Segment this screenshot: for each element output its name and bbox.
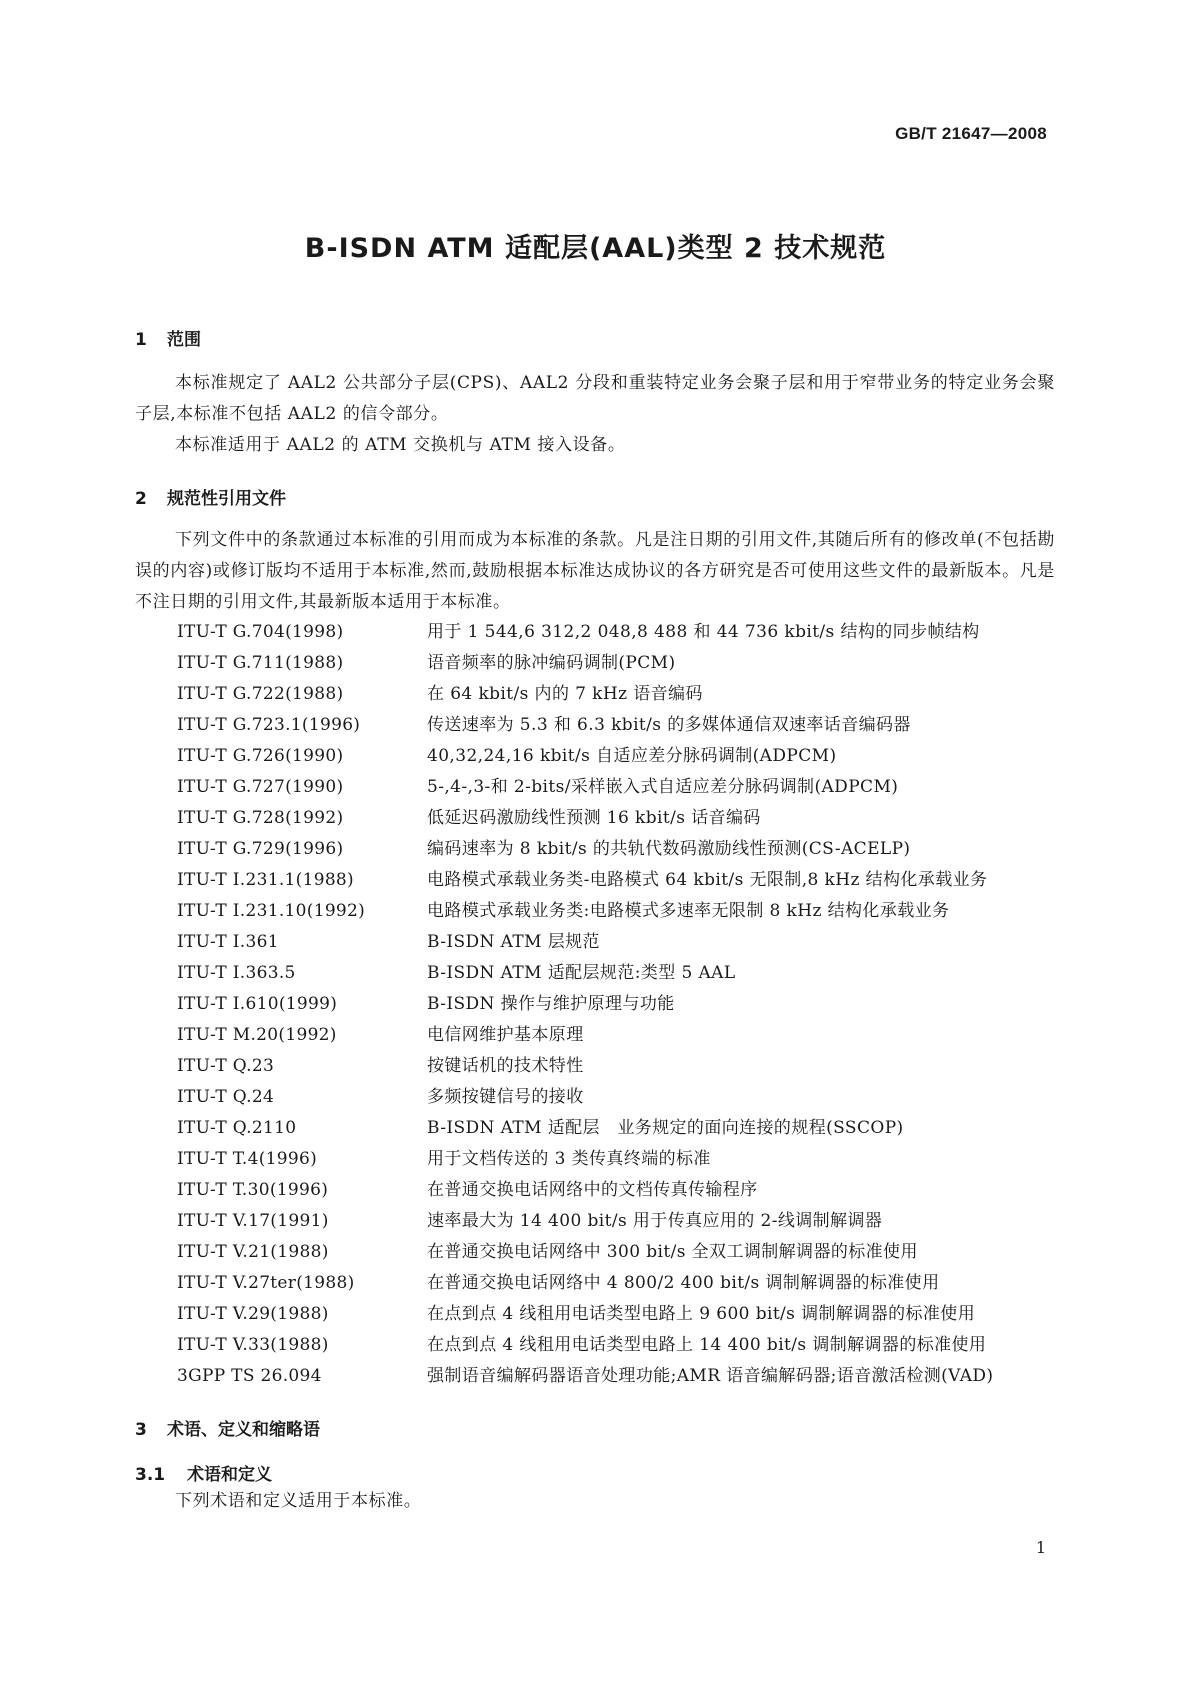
- reference-code: ITU-T V.17(1991): [177, 1211, 329, 1231]
- section-3-1-paragraph-1: 下列术语和定义适用于本标准。: [175, 1491, 422, 1511]
- document-title: B-ISDN ATM 适配层(AAL)类型 2 技术规范: [304, 233, 887, 264]
- reference-title: 电信网维护基本原理: [427, 1025, 584, 1045]
- section-1-number: 1: [135, 330, 147, 350]
- reference-row: [177, 834, 1077, 865]
- section-3-heading: [135, 1415, 320, 1440]
- reference-title: 用于文档传送的 3 类传真终端的标准: [427, 1149, 711, 1169]
- section-1-paragraph-1: 本标准规定了 AAL2 公共部分子层(CPS)、AAL2 分段和重装特定业务会聚子层和用于窄带业务的特定业务会聚子层,本标准不包括 AAL2 的信令部分。: [135, 373, 1055, 424]
- reference-title: B-ISDN ATM 层规范: [427, 932, 600, 952]
- reference-title: 在 64 kbit/s 内的 7 kHz 语音编码: [427, 684, 703, 704]
- section-2-number: 2: [135, 489, 147, 509]
- reference-list: [177, 617, 1077, 1392]
- section-1-heading: [135, 325, 201, 350]
- reference-row: [177, 803, 1077, 834]
- reference-code: ITU-T I.231.1(1988): [177, 870, 354, 890]
- reference-row: [177, 1020, 1077, 1051]
- reference-row: [177, 1175, 1077, 1206]
- reference-title: B-ISDN ATM 适配层 业务规定的面向连接的规程(SSCOP): [427, 1118, 904, 1138]
- standard-code: GB/T 21647—2008: [895, 124, 1047, 143]
- reference-row: [177, 1237, 1077, 1268]
- reference-row: [177, 772, 1077, 803]
- reference-title: B-ISDN 操作与维护原理与功能: [427, 994, 675, 1014]
- reference-code: ITU-T T.30(1996): [177, 1180, 329, 1200]
- reference-row: [177, 927, 1077, 958]
- section-3-1-number: 3.1: [135, 1465, 166, 1485]
- reference-row: [177, 896, 1077, 927]
- reference-code: ITU-T I.610(1999): [177, 994, 338, 1014]
- reference-title: 在点到点 4 线租用电话类型电路上 14 400 bit/s 调制解调器的标准使用: [427, 1335, 987, 1355]
- reference-code: ITU-T G.704(1998): [177, 622, 344, 642]
- reference-code: ITU-T V.33(1988): [177, 1335, 329, 1355]
- reference-row: [177, 1299, 1077, 1330]
- reference-code: ITU-T Q.23: [177, 1056, 275, 1076]
- reference-code: ITU-T V.27ter(1988): [177, 1273, 355, 1293]
- reference-code: ITU-T T.4(1996): [177, 1149, 318, 1169]
- reference-title: 速率最大为 14 400 bit/s 用于传真应用的 2-线调制解调器: [427, 1211, 883, 1231]
- reference-code: ITU-T G.711(1988): [177, 653, 344, 673]
- reference-title: 在普通交换电话网络中的文档传真传输程序: [427, 1180, 758, 1200]
- reference-title: 电路模式承载业务类-电路模式 64 kbit/s 无限制,8 kHz 结构化承载业务: [427, 870, 988, 890]
- page-number: 1: [1035, 1538, 1046, 1557]
- reference-title: 40,32,24,16 kbit/s 自适应差分脉码调制(ADPCM): [427, 746, 837, 766]
- reference-title: 在普通交换电话网络中 300 bit/s 全双工调制解调器的标准使用: [427, 1242, 918, 1262]
- reference-row: [177, 1330, 1077, 1361]
- reference-code: ITU-T V.29(1988): [177, 1304, 329, 1324]
- reference-title: 低延迟码激励线性预测 16 kbit/s 话音编码: [427, 808, 761, 828]
- reference-title: B-ISDN ATM 适配层规范:类型 5 AAL: [427, 963, 736, 983]
- reference-code: ITU-T G.727(1990): [177, 777, 344, 797]
- section-1-title: 范围: [167, 330, 201, 350]
- reference-row: [177, 1082, 1077, 1113]
- reference-code: ITU-T G.723.1(1996): [177, 715, 361, 735]
- reference-code: ITU-T G.722(1988): [177, 684, 344, 704]
- reference-code: ITU-T Q.2110: [177, 1118, 297, 1138]
- reference-title: 强制语音编解码器语音处理功能;AMR 语音编解码器;语音激活检测(VAD): [427, 1366, 994, 1386]
- reference-code: ITU-T I.231.10(1992): [177, 901, 366, 921]
- section-3-number: 3: [135, 1420, 147, 1440]
- reference-code: ITU-T I.361: [177, 932, 279, 952]
- section-2-paragraph-1: 下列文件中的条款通过本标准的引用而成为本标准的条款。凡是注日期的引用文件,其随后所有的修改单(不包括勘误的内容)或修订版均不适用于本标准,然而,鼓励根据本标准达成协议的各方研究是否可使用这些文件的最新版本。凡是不注日期的引用文件,其最新版本适用于本标准。: [135, 530, 1055, 612]
- reference-row: [177, 1144, 1077, 1175]
- reference-row: [177, 1361, 1077, 1392]
- section-3-title: 术语、定义和缩略语: [167, 1420, 320, 1440]
- reference-title: 多频按键信号的接收: [427, 1087, 584, 1107]
- reference-row: [177, 648, 1077, 679]
- reference-title: 在普通交换电话网络中 4 800/2 400 bit/s 调制解调器的标准使用: [427, 1273, 940, 1293]
- section-2-heading: [135, 484, 286, 509]
- reference-code: ITU-T G.729(1996): [177, 839, 344, 859]
- reference-row: [177, 958, 1077, 989]
- reference-title: 语音频率的脉冲编码调制(PCM): [427, 653, 676, 673]
- reference-row: [177, 710, 1077, 741]
- reference-row: [177, 1113, 1077, 1144]
- reference-code: ITU-T V.21(1988): [177, 1242, 329, 1262]
- reference-row: [177, 741, 1077, 772]
- reference-title: 编码速率为 8 kbit/s 的共轨代数码激励线性预测(CS-ACELP): [427, 839, 911, 859]
- reference-code: ITU-T G.726(1990): [177, 746, 344, 766]
- section-3-1-title: 术语和定义: [187, 1465, 272, 1485]
- reference-row: [177, 1268, 1077, 1299]
- reference-title: 传送速率为 5.3 和 6.3 kbit/s 的多媒体通信双速率话音编码器: [427, 715, 911, 735]
- reference-code: ITU-T Q.24: [177, 1087, 275, 1107]
- reference-title: 用于 1 544,6 312,2 048,8 488 和 44 736 kbit/s 结构的同步帧结构: [427, 622, 980, 642]
- reference-row: [177, 865, 1077, 896]
- reference-row: [177, 1051, 1077, 1082]
- section-3-1-heading: [135, 1460, 272, 1485]
- reference-title: 5-,4-,3-和 2-bits/采样嵌入式自适应差分脉码调制(ADPCM): [427, 777, 899, 797]
- reference-row: [177, 617, 1077, 648]
- reference-row: [177, 679, 1077, 710]
- reference-code: ITU-T I.363.5: [177, 963, 296, 983]
- reference-row: [177, 1206, 1077, 1237]
- reference-title: 电路模式承载业务类:电路模式多速率无限制 8 kHz 结构化承载业务: [427, 901, 950, 921]
- reference-code: ITU-T G.728(1992): [177, 808, 344, 828]
- reference-title: 在点到点 4 线租用电话类型电路上 9 600 bit/s 调制解调器的标准使用: [427, 1304, 976, 1324]
- reference-code: 3GPP TS 26.094: [177, 1366, 322, 1386]
- reference-row: [177, 989, 1077, 1020]
- reference-title: 按键话机的技术特性: [427, 1056, 584, 1076]
- reference-code: ITU-T M.20(1992): [177, 1025, 337, 1045]
- section-2-title: 规范性引用文件: [167, 489, 286, 509]
- section-1-paragraph-2: 本标准适用于 AAL2 的 ATM 交换机与 ATM 接入设备。: [175, 435, 626, 455]
